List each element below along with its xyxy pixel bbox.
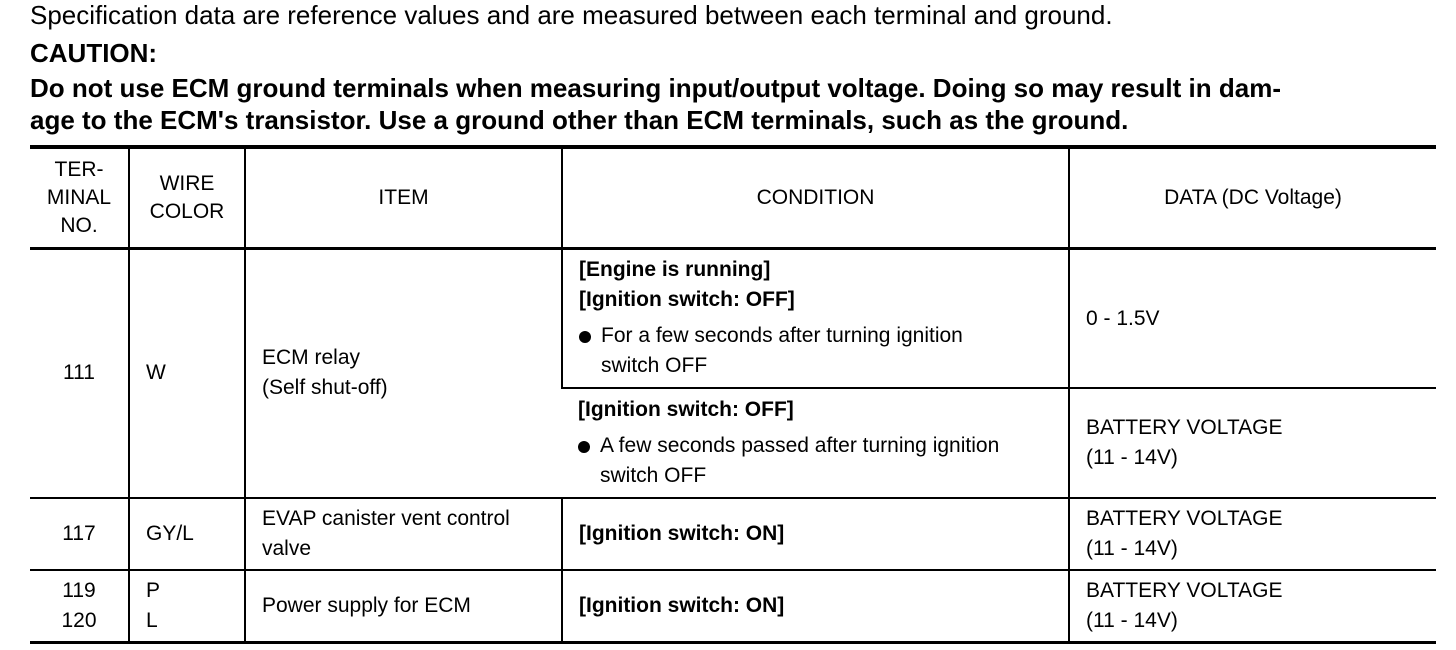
header-item: ITEM	[245, 147, 562, 248]
intro-text: Specification data are reference values and are measured between each terminal and ground.	[30, 0, 1113, 30]
caution-body	[30, 72, 1440, 136]
bullet-icon	[579, 331, 591, 343]
bullet-item: A few seconds passed after turning ignition switch OFF	[578, 431, 1052, 491]
data-cell: BATTERY VOLTAGE (11 - 14V)	[1069, 498, 1436, 570]
caution-line: age to the ECM's transistor. Use a ground other than ECM terminals, such as the ground.	[30, 105, 1129, 135]
terminal-cell: 111	[63, 361, 95, 385]
terminal-cell: 117	[62, 522, 96, 545]
item-cell: ECM relay (Self shut-off)	[245, 248, 562, 498]
data-cell: BATTERY VOLTAGE (11 - 14V)	[1069, 388, 1436, 498]
condition-cell: [Engine is running] [Ignition switch: OFF] For a few seconds after turning ignition switch OFF	[562, 248, 1069, 388]
item-cell: EVAP canister vent control valve	[245, 498, 562, 570]
header-data: DATA (DC Voltage)	[1069, 147, 1436, 248]
spec-table	[30, 145, 1436, 644]
wire-color-cell: P L	[129, 570, 245, 642]
header-row	[30, 147, 1436, 248]
caution-line: Do not use ECM ground terminals when measuring input/output voltage. Doing so may result in dam-	[30, 73, 1281, 103]
condition-cell: [Ignition switch: ON]	[562, 570, 1069, 642]
condition-cell: [Ignition switch: OFF] A few seconds passed after turning ignition switch OFF	[562, 388, 1069, 498]
wire-color-cell: GY/L	[129, 498, 245, 570]
header-condition: CONDITION	[562, 147, 1069, 248]
table-row	[30, 570, 1436, 642]
caution-title: CAUTION:	[30, 38, 158, 68]
terminal-cell: 119 120	[61, 578, 97, 632]
bullet-icon	[578, 441, 590, 453]
table-row	[30, 248, 1436, 388]
data-cell: 0 - 1.5V	[1069, 248, 1436, 388]
condition-cell: [Ignition switch: ON]	[562, 498, 1069, 570]
item-cell: Power supply for ECM	[245, 570, 562, 642]
header-terminal: TER- MINAL NO.	[46, 157, 112, 237]
wire-color-cell: W	[129, 248, 245, 498]
bullet-item: For a few seconds after turning ignition switch OFF	[579, 321, 1052, 381]
header-wire-color: WIRE COLOR	[129, 147, 245, 248]
data-cell: BATTERY VOLTAGE (11 - 14V)	[1069, 570, 1436, 642]
table-row	[30, 498, 1436, 570]
